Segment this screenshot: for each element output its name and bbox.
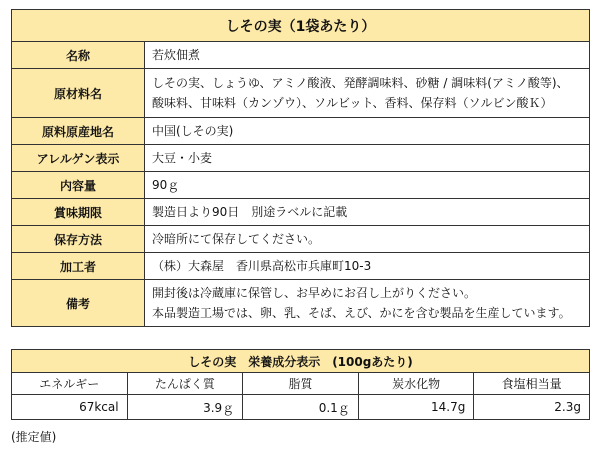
label-key: アレルゲン表示 — [12, 145, 145, 172]
estimate-note: (推定値) — [11, 430, 57, 444]
label-row-remarks — [12, 280, 590, 327]
nutrition-header: 食塩相当量 — [474, 373, 590, 395]
product-label-table — [11, 9, 590, 327]
label-value — [145, 226, 590, 253]
label-key: 名称 — [12, 42, 145, 69]
label-value-line: 酸味料、甘味料（カンゾウ）、ソルビット、香料、保存料（ソルビン酸Ｋ） — [152, 96, 553, 110]
label-key: 保存方法 — [12, 226, 145, 253]
nutrition-value: 2.3g — [474, 395, 590, 420]
label-row-name — [12, 42, 590, 69]
label-value-line: 若炊佃煮 — [152, 48, 201, 62]
label-value — [145, 172, 590, 199]
label-value-line: 中国(しその実) — [152, 124, 234, 138]
nutrition-header-row — [12, 373, 590, 395]
nutrition-title: しその実 栄養成分表示 (100gあたり) — [12, 350, 590, 373]
label-key: 賞味期限 — [12, 199, 145, 226]
label-value-line: しその実、しょうゆ、アミノ酸液、発酵調味料、砂糖 / 調味料(アミノ酸等)、 — [152, 76, 569, 90]
nutrition-value: 3.9ｇ — [127, 395, 243, 420]
label-key: 備考 — [12, 280, 145, 327]
nutrition-value-row — [12, 395, 590, 420]
nutrition-header: エネルギー — [12, 373, 128, 395]
nutrition-header: たんぱく質 — [127, 373, 243, 395]
label-row-storage — [12, 226, 590, 253]
label-key: 内容量 — [12, 172, 145, 199]
label-row-content — [12, 172, 590, 199]
nutrition-header: 脂質 — [243, 373, 359, 395]
label-value-line: 90ｇ — [152, 178, 180, 192]
label-row-ingredients — [12, 69, 590, 118]
nutrition-value: 0.1ｇ — [243, 395, 359, 420]
label-value — [145, 253, 590, 280]
label-row-origin — [12, 118, 590, 145]
label-value-line: 製造日より90日 別途ラベルに記載 — [152, 205, 348, 219]
label-key: 原料原産地名 — [12, 118, 145, 145]
nutrition-table — [11, 349, 590, 420]
label-value — [145, 42, 590, 69]
nutrition-value: 14.7g — [358, 395, 474, 420]
label-value-line: 本品製造工場では、卵、乳、そば、えび、かにを含む製品を生産しています。 — [152, 306, 571, 320]
label-title: しその実（1袋あたり） — [12, 10, 590, 42]
nutrition-header: 炭水化物 — [358, 373, 474, 395]
label-value — [145, 69, 590, 118]
label-value-line: 大豆・小麦 — [152, 151, 213, 165]
label-row-processor — [12, 253, 590, 280]
label-value-line: （株）大森屋 香川県高松市兵庫町10-3 — [152, 259, 372, 273]
label-value-line: 冷暗所にて保存してください。 — [152, 232, 321, 246]
label-value — [145, 280, 590, 327]
label-key: 加工者 — [12, 253, 145, 280]
label-value-line: 開封後は冷蔵庫に保管し、お早めにお召し上がりください。 — [152, 286, 477, 300]
label-row-allergen — [12, 145, 590, 172]
label-value — [145, 199, 590, 226]
label-value — [145, 145, 590, 172]
label-value — [145, 118, 590, 145]
nutrition-value: 67kcal — [12, 395, 128, 420]
label-key: 原材料名 — [12, 69, 145, 118]
label-row-best-before — [12, 199, 590, 226]
